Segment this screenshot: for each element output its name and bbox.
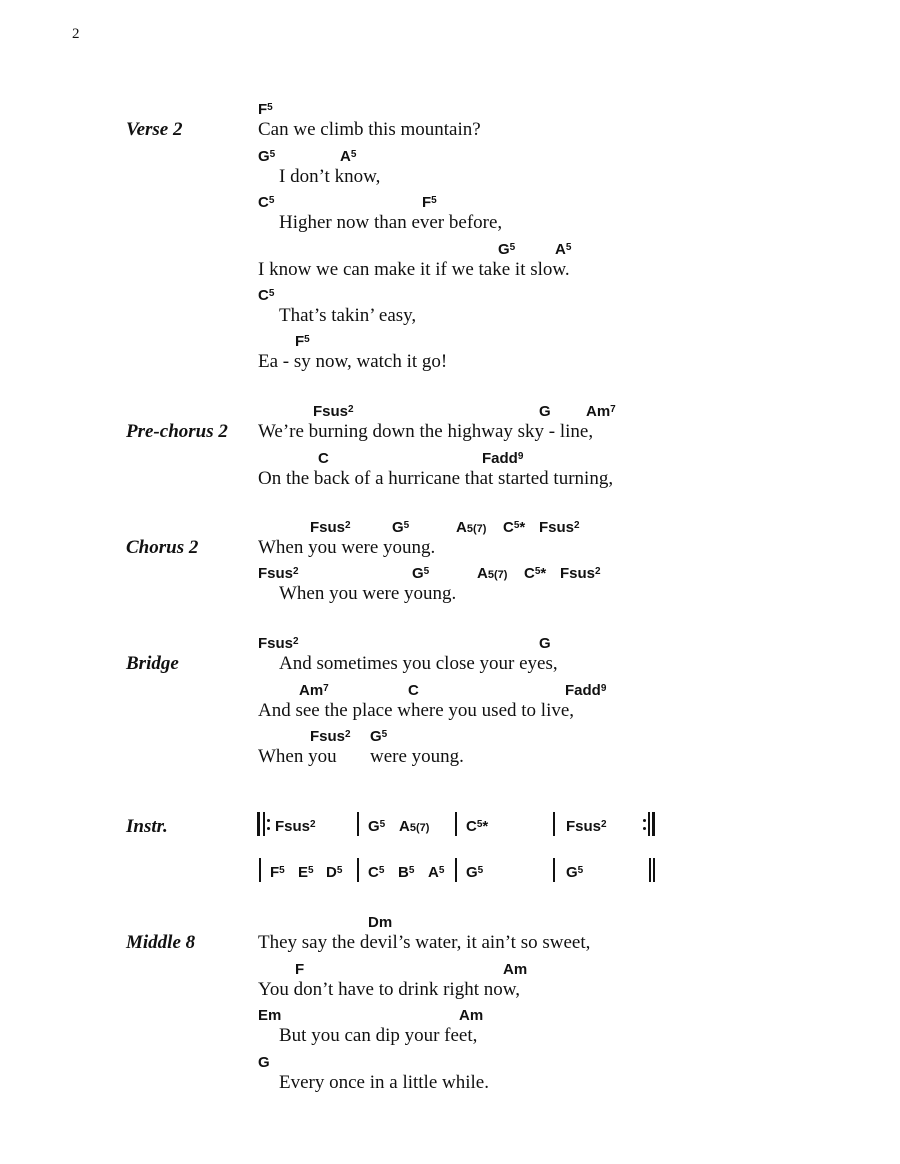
chord: Am <box>459 1007 484 1024</box>
chord: $A^5$ <box>428 864 445 881</box>
chord: G <box>539 403 551 420</box>
chord: Am$^7$ <box>586 403 616 420</box>
chord: C <box>318 450 329 467</box>
chord: $F^5$ <box>258 101 273 118</box>
chord: Am <box>503 961 528 978</box>
chord: $G^5$ <box>466 864 484 881</box>
lyric-line: Every once in a little while. <box>279 1072 489 1093</box>
chord: Fsus$^2$ <box>258 565 299 582</box>
repeat-dot <box>643 819 646 822</box>
lyric-line: And sometimes you close your eyes, <box>279 653 558 674</box>
lyric-line: And see the place where you used to live, <box>258 700 575 721</box>
lyric-line: I know we can make it if we take it slow. <box>258 259 570 280</box>
chord: $C^5*$ <box>503 519 526 536</box>
lyric-line: On the back of a hurricane that started turning, <box>258 468 614 489</box>
barline <box>455 812 457 836</box>
lyric-line: were young. <box>370 746 464 767</box>
chord: Fsus$^2$ <box>310 728 351 745</box>
chord: $A^5$ <box>340 148 357 165</box>
chord: Am$^7$ <box>299 682 329 699</box>
chord: Fadd$^9$ <box>482 450 524 467</box>
chord: $C^5$ <box>258 287 275 304</box>
repeat-end-barline <box>648 812 650 836</box>
chord: $E^5$ <box>298 864 314 881</box>
section-label-bridge: Bridge <box>126 653 179 674</box>
chord: Fsus$^2$ <box>566 818 607 835</box>
chord: Fsus$^2$ <box>539 519 580 536</box>
lyric-line: We’re burning down the highway sky - line, <box>258 421 594 442</box>
lyric-line: You don’t have to drink right now, <box>258 979 520 1000</box>
chord: $A^5$ <box>555 241 572 258</box>
chord: G <box>258 1054 270 1071</box>
repeat-dot <box>643 827 646 830</box>
barline <box>357 858 359 882</box>
lyric-line: When you were young. <box>279 583 457 604</box>
repeat-end-thick-barline <box>652 812 655 836</box>
chord: $C^5$ <box>368 864 385 881</box>
section-label-chorus-2: Chorus 2 <box>126 537 199 558</box>
chord: Fsus$^2$ <box>313 403 354 420</box>
barline <box>455 858 457 882</box>
lyric-line: But you can dip your feet, <box>279 1025 478 1046</box>
chord: Dm <box>368 914 393 931</box>
chord: $G^5$ <box>566 864 584 881</box>
chord: $G^5$ <box>498 241 516 258</box>
chord: $D^5$ <box>326 864 343 881</box>
chord: $G^5$ <box>368 818 386 835</box>
barline <box>259 858 261 882</box>
chord: Fadd$^9$ <box>565 682 607 699</box>
barline <box>553 812 555 836</box>
chord: Em <box>258 1007 282 1024</box>
barline <box>357 812 359 836</box>
lyric-line: Ea - sy now, watch it go! <box>258 351 448 372</box>
chord: $B^5$ <box>398 864 415 881</box>
lyric-line: That’s takin’ easy, <box>279 305 417 326</box>
chord: $G^5$ <box>370 728 388 745</box>
lyric-line: Can we climb this mountain? <box>258 119 481 140</box>
page-number: 2 <box>72 26 80 42</box>
repeat-dot <box>267 827 270 830</box>
chord: $C^5$ <box>258 194 275 211</box>
chord: Fsus$^2$ <box>275 818 316 835</box>
section-label-middle-8: Middle 8 <box>126 932 196 953</box>
lyric-line: They say the devil’s water, it ain’t so sweet, <box>258 932 591 953</box>
chord: Fsus$^2$ <box>560 565 601 582</box>
chord: A5(7) <box>477 565 508 582</box>
chord: $C^5*$ <box>524 565 547 582</box>
lyric-line: When you were young. <box>258 537 436 558</box>
section-label-verse-2: Verse 2 <box>126 119 183 140</box>
chord: G <box>539 635 551 652</box>
repeat-dot <box>267 819 270 822</box>
section-label-instr: Instr. <box>126 816 168 837</box>
chord: $G^5$ <box>412 565 430 582</box>
lyric-line: I don’t know, <box>279 166 381 187</box>
chord: F <box>295 961 305 978</box>
section-label-pre-chorus-2: Pre-chorus 2 <box>126 421 228 442</box>
chord: $G^5$ <box>258 148 276 165</box>
repeat-start-thick-barline <box>257 812 260 836</box>
chord: $F^5$ <box>270 864 285 881</box>
chord: C <box>408 682 419 699</box>
lyric-line: When you <box>258 746 337 767</box>
chord: $F^5$ <box>422 194 437 211</box>
chord: $F^5$ <box>295 333 310 350</box>
lyric-line: Higher now than ever before, <box>279 212 503 233</box>
final-barline <box>649 858 651 882</box>
chord: A5(7) <box>456 519 487 536</box>
chord: Fsus$^2$ <box>258 635 299 652</box>
repeat-start-barline <box>263 812 265 836</box>
chord: A5(7) <box>399 818 430 835</box>
barline <box>553 858 555 882</box>
chord: Fsus$^2$ <box>310 519 351 536</box>
final-barline <box>653 858 655 882</box>
chord: $C^5*$ <box>466 818 489 835</box>
chord: $G^5$ <box>392 519 410 536</box>
